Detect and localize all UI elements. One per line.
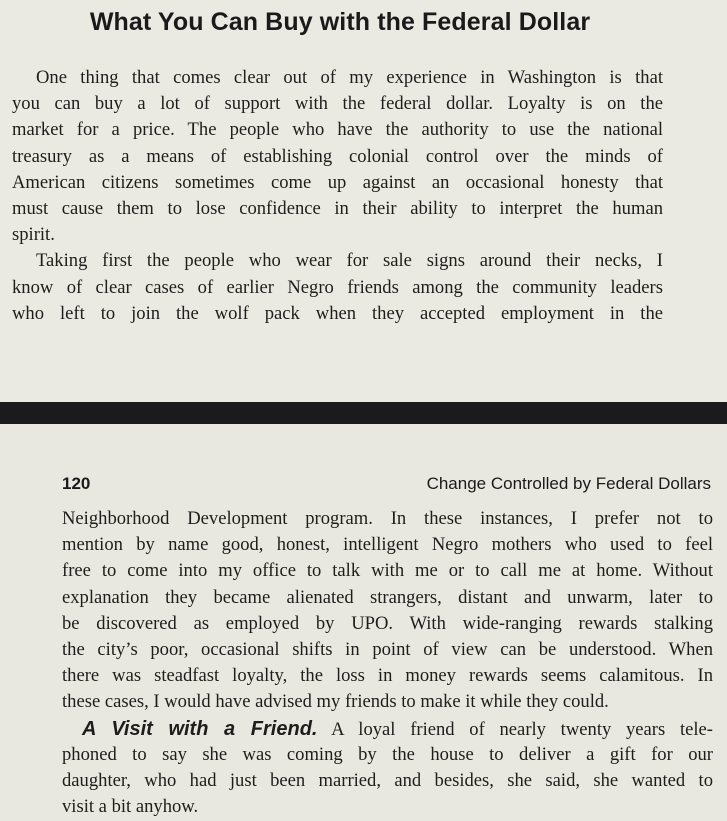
text-line: Taking first the people who wear for sale signs around their necks, I [36,250,663,272]
bottom-page [0,424,727,821]
text-line: be discovered as employed by UPO. With wide-ranging rewards stalking [62,612,713,634]
running-head: Change Controlled by Federal Dollars [426,474,711,493]
text-line: there was steadfast loyalty, the loss in money rewards seems calamitous. In [62,665,713,687]
text-line: market for a price. The people who have the authority to use the national [12,119,663,141]
page-number: 120 [62,474,91,493]
text-line: Neighborhood Development program. In these instances, I prefer not to [62,508,713,529]
text-line: mention by name good, honest, intelligent Negro mothers who used to feel [62,534,713,556]
text-line: phoned to say she was coming by the house to deliver a gift for our [62,743,713,765]
bottom-body-text [62,506,713,820]
top-page [0,0,727,402]
runin-heading: A Visit with a Friend. [82,717,318,740]
text-line: explanation they became alienated strangers, distant and unwarm, later to [62,586,713,608]
text-line: know of clear cases of earlier Negro friends among the community leaders [12,276,663,298]
section-title: What You Can Buy with the Federal Dollar [89,8,591,36]
text-line-runin [62,716,713,742]
text-line: daughter, who had just been married, and besides, she said, she wanted to [62,769,713,791]
runin-line-text: A loyal friend of nearly twenty years tele- [317,718,713,740]
text-line: you can buy a lot of support with the federal dollar. Loyalty is on the [12,93,663,115]
text-line: treasury as a means of establishing colonial control over the minds of [12,145,663,167]
text-line: One thing that comes clear out of my experience in Washington is that [36,67,663,88]
top-body-text [12,65,663,327]
text-line: visit a bit anyhow. [62,796,199,818]
text-line: these cases, I would have advised my friends to make it while they could. [62,691,609,713]
text-line: free to come into my office to talk with me or to call me at home. Without [62,560,713,582]
text-line: American citizens sometimes come up against an occasional honesty that [12,171,663,193]
text-line: who left to join the wolf pack when they accepted employment in the [12,302,663,324]
text-line: the city’s poor, occasional shifts in point of view can be understood. When [62,638,713,660]
page-divider [0,402,727,424]
text-line: must cause them to lose confidence in their ability to interpret the human [12,197,663,219]
text-line: spirit. [12,224,55,246]
